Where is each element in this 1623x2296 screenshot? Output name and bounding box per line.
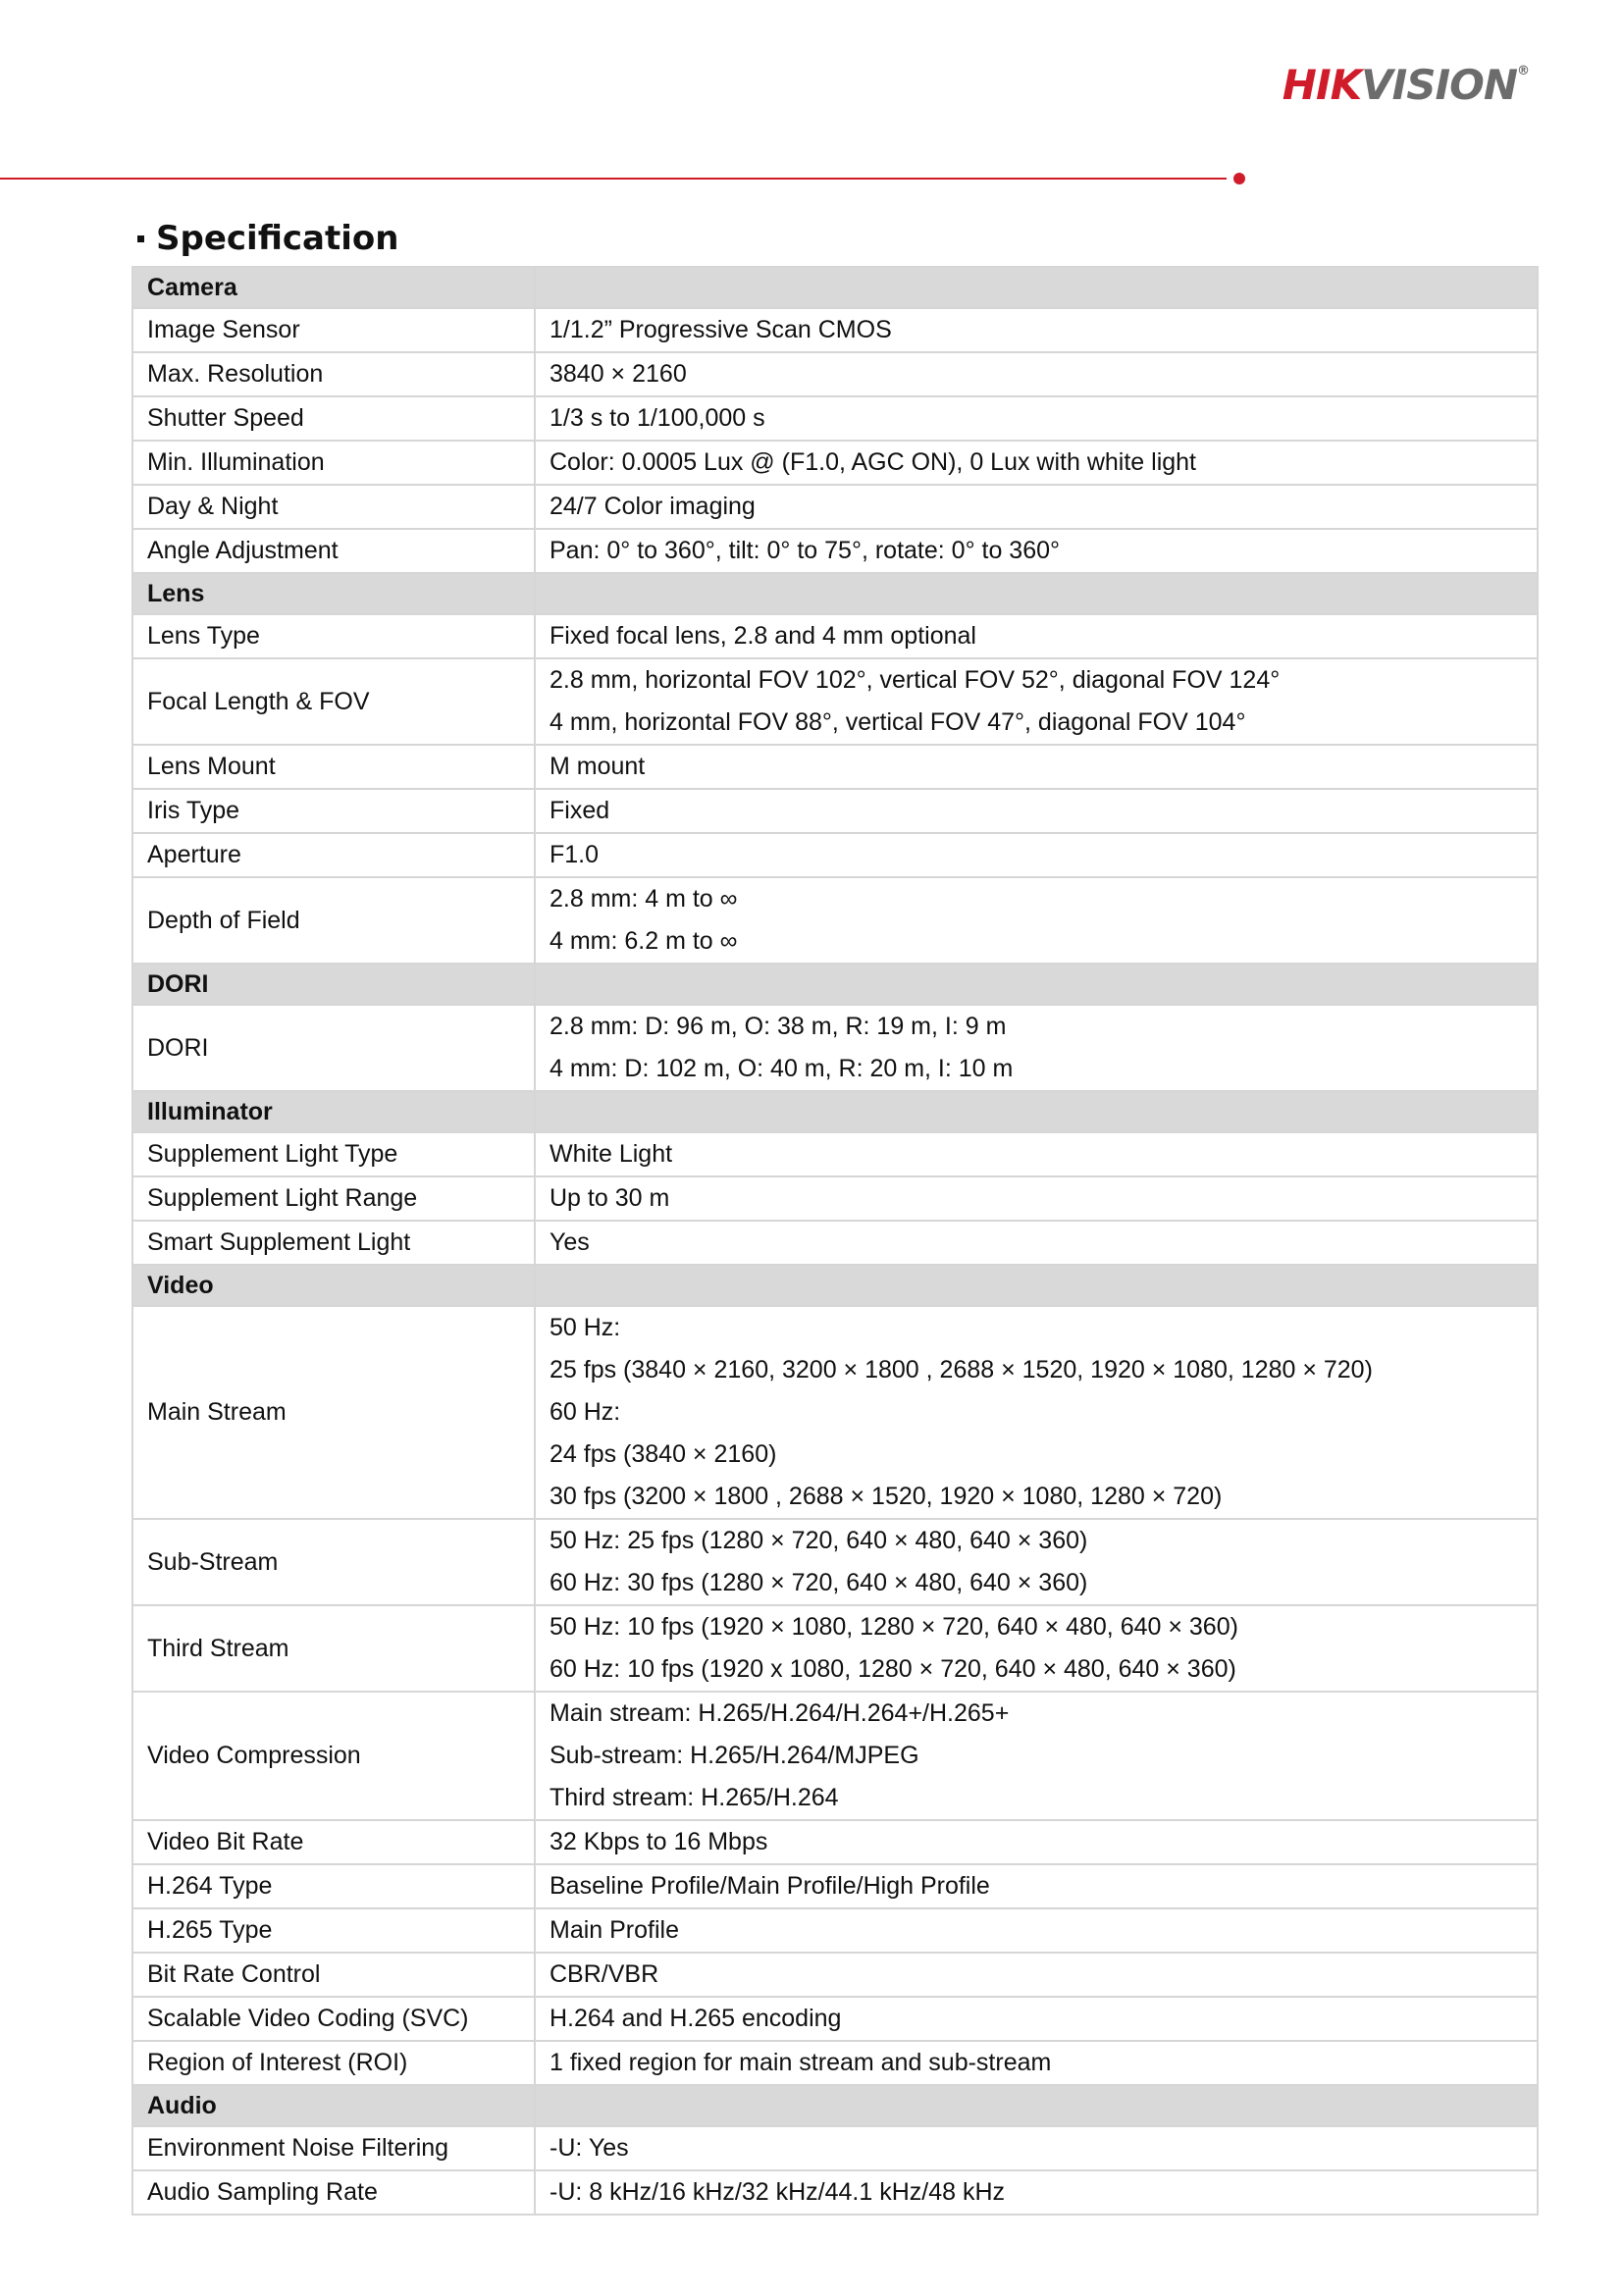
spec-value-line: 50 Hz: xyxy=(550,1314,621,1341)
spec-value xyxy=(535,1997,1538,2041)
spec-value xyxy=(535,789,1538,833)
spec-value-line: Up to 30 m xyxy=(550,1184,670,1212)
spec-label: H.264 Type xyxy=(132,1864,535,1908)
spec-value-line: 4 mm, horizontal FOV 88°, vertical FOV 47°, diagonal FOV 104° xyxy=(550,708,1246,736)
spec-label: Day & Night xyxy=(132,485,535,529)
spec-label: Angle Adjustment xyxy=(132,529,535,573)
spec-row xyxy=(132,308,1538,352)
spec-value xyxy=(535,1864,1538,1908)
spec-label: Video Compression xyxy=(132,1692,535,1820)
spec-value xyxy=(535,1132,1538,1176)
spec-value xyxy=(535,833,1538,877)
spec-value-line: 25 fps (3840 × 2160, 3200 × 1800 , 2688 × 1520, 1920 × 1080, 1280 × 720) xyxy=(550,1356,1373,1383)
spec-value xyxy=(535,1605,1538,1692)
spec-value-line: 60 Hz: 10 fps (1920 x 1080, 1280 × 720, 640 × 480, 640 × 360) xyxy=(550,1655,1236,1683)
spec-row xyxy=(132,396,1538,441)
spec-value-line: M mount xyxy=(550,753,646,780)
spec-label: Region of Interest (ROI) xyxy=(132,2041,535,2085)
spec-value-line: 4 mm: D: 102 m, O: 40 m, R: 20 m, I: 10 m xyxy=(550,1055,1014,1082)
spec-label: Image Sensor xyxy=(132,308,535,352)
spec-label: Max. Resolution xyxy=(132,352,535,396)
spec-value-line: Fixed focal lens, 2.8 and 4 mm optional xyxy=(550,622,976,650)
spec-label: Focal Length & FOV xyxy=(132,658,535,745)
section-title: DORI xyxy=(132,964,535,1005)
spec-value xyxy=(535,1692,1538,1820)
spec-value xyxy=(535,396,1538,441)
header-divider-dot xyxy=(1233,173,1245,184)
spec-value-line: Baseline Profile/Main Profile/High Profile xyxy=(550,1872,990,1900)
section-title-filler xyxy=(535,267,1538,308)
spec-value xyxy=(535,1306,1538,1519)
spec-row xyxy=(132,2170,1538,2215)
spec-label: Depth of Field xyxy=(132,877,535,964)
section-header-row xyxy=(132,1091,1538,1132)
section-title-filler xyxy=(535,1265,1538,1306)
spec-row xyxy=(132,1908,1538,1953)
spec-value-line: 2.8 mm: 4 m to ∞ xyxy=(550,885,738,913)
spec-value xyxy=(535,2041,1538,2085)
spec-row xyxy=(132,789,1538,833)
spec-label: Shutter Speed xyxy=(132,396,535,441)
spec-row xyxy=(132,485,1538,529)
spec-row xyxy=(132,352,1538,396)
spec-row xyxy=(132,1005,1538,1091)
spec-value-line: 1/3 s to 1/100,000 s xyxy=(550,404,765,432)
spec-value xyxy=(535,1519,1538,1605)
spec-value-line: Third stream: H.265/H.264 xyxy=(550,1784,839,1811)
spec-row xyxy=(132,2126,1538,2170)
spec-value-line: Pan: 0° to 360°, tilt: 0° to 75°, rotate: 0° to 360° xyxy=(550,537,1061,564)
spec-row xyxy=(132,877,1538,964)
spec-value-line: 2.8 mm, horizontal FOV 102°, vertical FOV 52°, diagonal FOV 124° xyxy=(550,666,1281,694)
spec-label: Lens Mount xyxy=(132,745,535,789)
spec-label: Supplement Light Range xyxy=(132,1176,535,1221)
spec-label: Lens Type xyxy=(132,614,535,658)
spec-label: Third Stream xyxy=(132,1605,535,1692)
spec-row xyxy=(132,1605,1538,1692)
section-header-row xyxy=(132,267,1538,308)
spec-row xyxy=(132,1519,1538,1605)
section-title: Video xyxy=(132,1265,535,1306)
spec-row xyxy=(132,614,1538,658)
spec-value xyxy=(535,441,1538,485)
spec-value xyxy=(535,877,1538,964)
spec-label: Min. Illumination xyxy=(132,441,535,485)
spec-value xyxy=(535,1221,1538,1265)
spec-row xyxy=(132,658,1538,745)
spec-label: DORI xyxy=(132,1005,535,1091)
spec-value-line: -U: 8 kHz/16 kHz/32 kHz/44.1 kHz/48 kHz xyxy=(550,2178,1006,2206)
spec-value-line: 50 Hz: 25 fps (1280 × 720, 640 × 480, 640 × 360) xyxy=(550,1527,1088,1554)
section-title-filler xyxy=(535,964,1538,1005)
section-header-row xyxy=(132,2085,1538,2126)
spec-row xyxy=(132,441,1538,485)
specification-table xyxy=(131,266,1539,2216)
spec-value xyxy=(535,614,1538,658)
spec-label: Iris Type xyxy=(132,789,535,833)
spec-value-line: Color: 0.0005 Lux @ (F1.0, AGC ON), 0 Lux with white light xyxy=(550,448,1196,476)
specification-table-body xyxy=(132,267,1538,2215)
spec-value-line: White Light xyxy=(550,1140,673,1168)
spec-value-line: 3840 × 2160 xyxy=(550,360,687,388)
spec-row xyxy=(132,1132,1538,1176)
spec-row xyxy=(132,2041,1538,2085)
section-header-row xyxy=(132,964,1538,1005)
spec-row xyxy=(132,833,1538,877)
spec-value-line: Sub-stream: H.265/H.264/MJPEG xyxy=(550,1742,919,1769)
spec-row xyxy=(132,1306,1538,1519)
spec-value-line: 2.8 mm: D: 96 m, O: 38 m, R: 19 m, I: 9 m xyxy=(550,1013,1007,1040)
spec-label: Audio Sampling Rate xyxy=(132,2170,535,2215)
spec-label: Bit Rate Control xyxy=(132,1953,535,1997)
spec-value-line: 1/1.2” Progressive Scan CMOS xyxy=(550,316,892,343)
spec-value-line: 24 fps (3840 × 2160) xyxy=(550,1440,777,1468)
spec-label: Supplement Light Type xyxy=(132,1132,535,1176)
spec-value xyxy=(535,1005,1538,1091)
page-heading-text: Specification xyxy=(156,219,399,258)
header-divider xyxy=(0,178,1227,180)
spec-row xyxy=(132,1692,1538,1820)
heading-bullet-icon xyxy=(137,235,144,242)
spec-value-line: 30 fps (3200 × 1800 , 2688 × 1520, 1920 × 1080, 1280 × 720) xyxy=(550,1483,1223,1510)
spec-value xyxy=(535,1953,1538,1997)
spec-row xyxy=(132,1221,1538,1265)
spec-row xyxy=(132,1176,1538,1221)
spec-row xyxy=(132,745,1538,789)
spec-value xyxy=(535,529,1538,573)
spec-label: Video Bit Rate xyxy=(132,1820,535,1864)
section-header-row xyxy=(132,1265,1538,1306)
spec-label: Environment Noise Filtering xyxy=(132,2126,535,2170)
spec-value xyxy=(535,308,1538,352)
spec-value-line: CBR/VBR xyxy=(550,1960,659,1988)
spec-label: Smart Supplement Light xyxy=(132,1221,535,1265)
spec-label: H.265 Type xyxy=(132,1908,535,1953)
section-title-filler xyxy=(535,1091,1538,1132)
section-title-filler xyxy=(535,2085,1538,2126)
spec-value xyxy=(535,352,1538,396)
section-title: Lens xyxy=(132,573,535,614)
spec-row xyxy=(132,1820,1538,1864)
section-title: Camera xyxy=(132,267,535,308)
spec-value-line: Yes xyxy=(550,1228,590,1256)
spec-value-line: 60 Hz: 30 fps (1280 × 720, 640 × 480, 640 × 360) xyxy=(550,1569,1088,1596)
spec-value-line: Fixed xyxy=(550,797,610,824)
spec-value xyxy=(535,1908,1538,1953)
spec-value xyxy=(535,485,1538,529)
spec-value-line: 50 Hz: 10 fps (1920 × 1080, 1280 × 720, 640 × 480, 640 × 360) xyxy=(550,1613,1238,1641)
spec-value-line: 60 Hz: xyxy=(550,1398,621,1426)
page-heading xyxy=(137,219,399,258)
section-title: Illuminator xyxy=(132,1091,535,1132)
spec-label: Main Stream xyxy=(132,1306,535,1519)
spec-row xyxy=(132,1864,1538,1908)
spec-row xyxy=(132,1997,1538,2041)
spec-value-line: Main Profile xyxy=(550,1916,679,1944)
spec-value-line: -U: Yes xyxy=(550,2134,629,2162)
spec-value xyxy=(535,2170,1538,2215)
spec-value-line: 32 Kbps to 16 Mbps xyxy=(550,1828,768,1855)
section-title-filler xyxy=(535,573,1538,614)
spec-label: Scalable Video Coding (SVC) xyxy=(132,1997,535,2041)
spec-value-line: 24/7 Color imaging xyxy=(550,493,756,520)
section-title: Audio xyxy=(132,2085,535,2126)
spec-row xyxy=(132,1953,1538,1997)
spec-row xyxy=(132,529,1538,573)
spec-value xyxy=(535,1820,1538,1864)
spec-value-line: Main stream: H.265/H.264/H.264+/H.265+ xyxy=(550,1699,1010,1727)
spec-value xyxy=(535,2126,1538,2170)
spec-value-line: 1 fixed region for main stream and sub-stream xyxy=(550,2049,1052,2076)
section-header-row xyxy=(132,573,1538,614)
brand-logo: HIKVISION® xyxy=(1282,61,1529,109)
spec-value-line: H.264 and H.265 encoding xyxy=(550,2005,842,2032)
spec-value xyxy=(535,658,1538,745)
spec-label: Aperture xyxy=(132,833,535,877)
spec-label: Sub-Stream xyxy=(132,1519,535,1605)
spec-value xyxy=(535,1176,1538,1221)
spec-value xyxy=(535,745,1538,789)
spec-value-line: 4 mm: 6.2 m to ∞ xyxy=(550,927,738,955)
spec-value-line: F1.0 xyxy=(550,841,600,868)
